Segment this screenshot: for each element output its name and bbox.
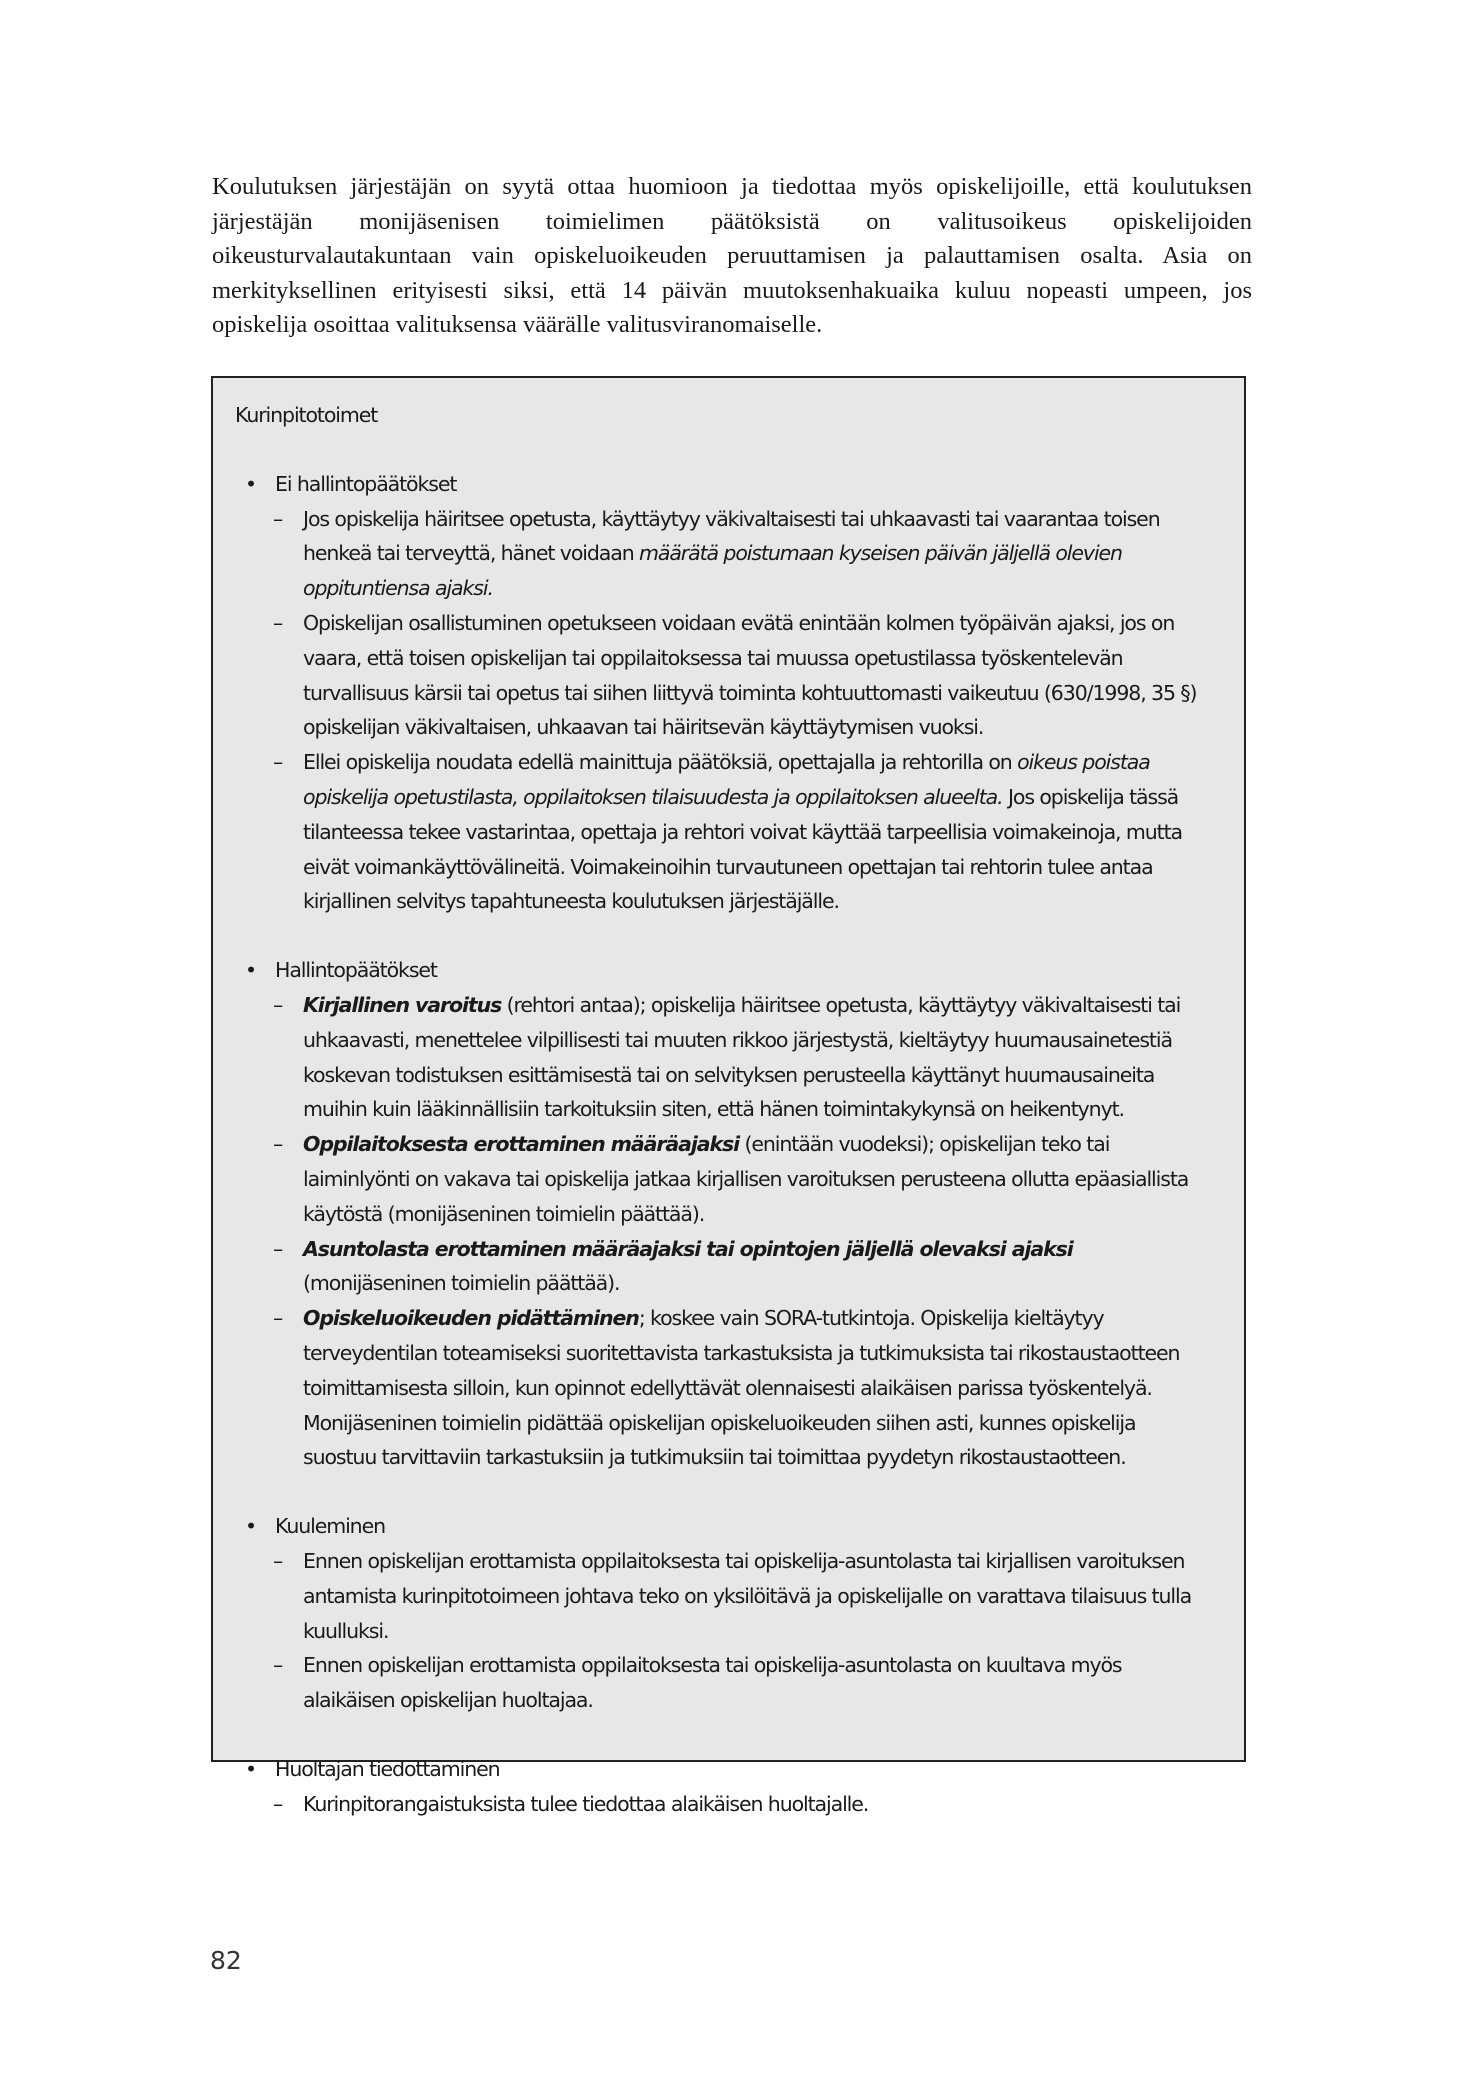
bullet-icon: • (245, 1514, 256, 1539)
list-item (235, 1301, 1214, 1475)
list-item (235, 745, 1214, 919)
item-text: Ennen opiskelijan erottamista oppilaitoksesta tai opiskelija-asuntolasta tai kirjallisen varoituksen antamista kurinpitotoimeen johtava teko on yksilöitävä ja opiskelijalle on varattava tilaisuus tulla kuulluksi. (303, 1548, 1192, 1643)
item-text: (enintään vuodeksi); opiskelijan teko tai laiminlyönti on vakava tai opiskelija jatkaa kirjallisen varoituksen perusteena ollutta epäasiallista käytöstä (monijäseninen toimielin päättää). (303, 1132, 1189, 1226)
emphasized-text: Oppilaitoksesta erottaminen määräajaksi (303, 1132, 740, 1157)
item-text: Jos opiskelija tässä tilanteessa tekee vastarintaa, opettaja ja rehtori voivat käyttää tarpeellisia voimakeinoja, mutta eivät voimankäyttövälineitä. Voimakeinoihin turvautuneen opettajan tai rehtorin tulee antaa kirjallinen selvitys tapahtuneesta koulutuksen järjestäjälle. (303, 784, 1182, 914)
dash-icon: – (273, 1653, 283, 1678)
item-text: Kurinpitorangaistuksista tulee tiedottaa alaikäisen huoltajalle. (303, 1791, 869, 1816)
box-section (235, 1509, 1214, 1718)
section-items (235, 502, 1214, 920)
section-heading-text: Hallintopäätökset (275, 958, 437, 983)
item-text: (monijäseninen toimielin päättää). (303, 1271, 620, 1296)
dash-icon: – (273, 506, 283, 531)
section-items (235, 988, 1214, 1475)
section-heading (235, 467, 1214, 502)
list-item (235, 988, 1214, 1127)
emphasized-text: Kirjallinen varoitus (303, 992, 502, 1017)
section-items (235, 1787, 1214, 1822)
box-section (235, 467, 1214, 919)
box-sections (235, 467, 1214, 1822)
section-heading-text: Ei hallintopäätökset (275, 471, 457, 496)
emphasized-text: oikeus poistaa opiskelija opetustilasta, oppilaitoksen tilaisuudesta ja oppilaitoksen alueelta. (303, 750, 1150, 809)
box-title: Kurinpitotoimet (235, 403, 378, 427)
bullet-icon: • (245, 958, 256, 983)
bullet-icon: • (245, 471, 256, 496)
list-item (235, 1232, 1214, 1302)
dash-icon: – (273, 610, 283, 635)
list-item (235, 606, 1214, 745)
emphasized-text: Opiskeluoikeuden pidättäminen (303, 1306, 639, 1331)
bullet-icon: • (245, 1756, 256, 1781)
item-text: Jos opiskelija häiritsee opetusta, käyttäytyy väkivaltaisesti tai uhkaavasti tai vaarantaa toisen henkeä tai terveyttä, hänet voidaan (303, 506, 1160, 566)
section-items (235, 1544, 1214, 1718)
emphasized-text: Asuntolasta erottaminen määräajaksi tai opintojen jäljellä olevaksi ajaksi (303, 1236, 1073, 1261)
list-item (235, 1544, 1214, 1648)
dash-icon: – (273, 1236, 283, 1261)
section-heading-text: Huoltajan tiedottaminen (275, 1756, 500, 1781)
item-text: Ennen opiskelijan erottamista oppilaitoksesta tai opiskelija-asuntolasta on kuultava myös alaikäisen opiskelijan huoltajaa. (303, 1653, 1122, 1713)
list-item (235, 502, 1214, 606)
dash-icon: – (273, 1791, 283, 1816)
section-heading (235, 953, 1214, 988)
dash-icon: – (273, 992, 283, 1017)
list-item (235, 1127, 1214, 1231)
emphasized-text: määrätä poistumaan kyseisen päivän jäljellä olevien oppituntiensa ajaksi. (303, 541, 1122, 601)
intro-paragraph: Koulutuksen järjestäjän on syytä ottaa huomioon ja tiedottaa myös opiskelijoille, että koulutuksen järjestäjän monijäsenisen toimielimen päätöksistä on valitusoikeus opiskelijoiden oikeusturvalautakuntaan vain opiskeluoikeuden peruuttamisen ja palauttamisen osalta. Asia on merkityksellinen erityisesti siksi, että 14 päivän muutoksenhakuaika kuluu nopeasti umpeen, jos opiskelija osoittaa valituksensa väärälle valitusviranomaiselle. (212, 173, 1252, 338)
item-text: Ellei opiskelija noudata edellä mainittuja päätöksiä, opettajalla ja rehtorilla on (303, 750, 1018, 775)
item-text: Opiskelijan osallistuminen opetukseen voidaan evätä enintään kolmen työpäivän ajaksi, jos on vaara, että toisen opiskelijan tai oppilaitoksessa tai muussa opetustilassa työskentelevän turvallisuus kärsii tai opetus tai siihen liittyvä toiminta kohtuuttomasti vaikeutuu (630/1998, 35 §) opiskelijan väkivaltaisen, uhkaavan tai häiritsevän käyttäytymisen vuoksi. (303, 610, 1197, 740)
box-section (235, 953, 1214, 1475)
dash-icon: – (273, 1306, 283, 1331)
box-section (235, 1752, 1214, 1822)
list-item (235, 1787, 1214, 1822)
page-number: 82 (210, 1946, 242, 1975)
dash-icon: – (273, 1132, 283, 1157)
section-heading (235, 1509, 1214, 1544)
section-heading (235, 1752, 1214, 1787)
section-heading-text: Kuuleminen (275, 1514, 385, 1539)
info-box-kurinpitotoimet (211, 376, 1246, 1816)
dash-icon: – (273, 1548, 283, 1573)
item-text: (rehtori antaa); opiskelija häiritsee opetusta, käyttäytyy väkivaltaisesti tai uhkaavasti, menettelee vilpillisesti tai muuten rikkoo järjestystä, kieltäytyy huumausainetestiä koskevan todistuksen esittämisestä tai on selvityksen perusteella käyttänyt huumausaineita muihin kuin lääkinnällisiin tarkoituksiin siten, että hänen toimintakykynsä on heikentynyt. (303, 992, 1181, 1122)
list-item (235, 1648, 1214, 1718)
dash-icon: – (273, 750, 283, 775)
item-text: ; koskee vain SORA-tutkintoja. Opiskelija kieltäytyy terveydentilan toteamiseksi suoritettavista tarkastuksista ja tutkimuksista tai rikostaustaotteen toimittamisesta silloin, kun opinnot edellyttävät olennaisesti alaikäisen parissa työskentelyä. Monijäseninen toimielin pidättää opiskelijan opiskeluoikeuden siihen asti, kunnes opiskelija suostuu tarvittaviin tarkastuksiin ja tutkimuksiin tai toimittaa pyydetyn rikostaustaotteen. (303, 1306, 1180, 1470)
